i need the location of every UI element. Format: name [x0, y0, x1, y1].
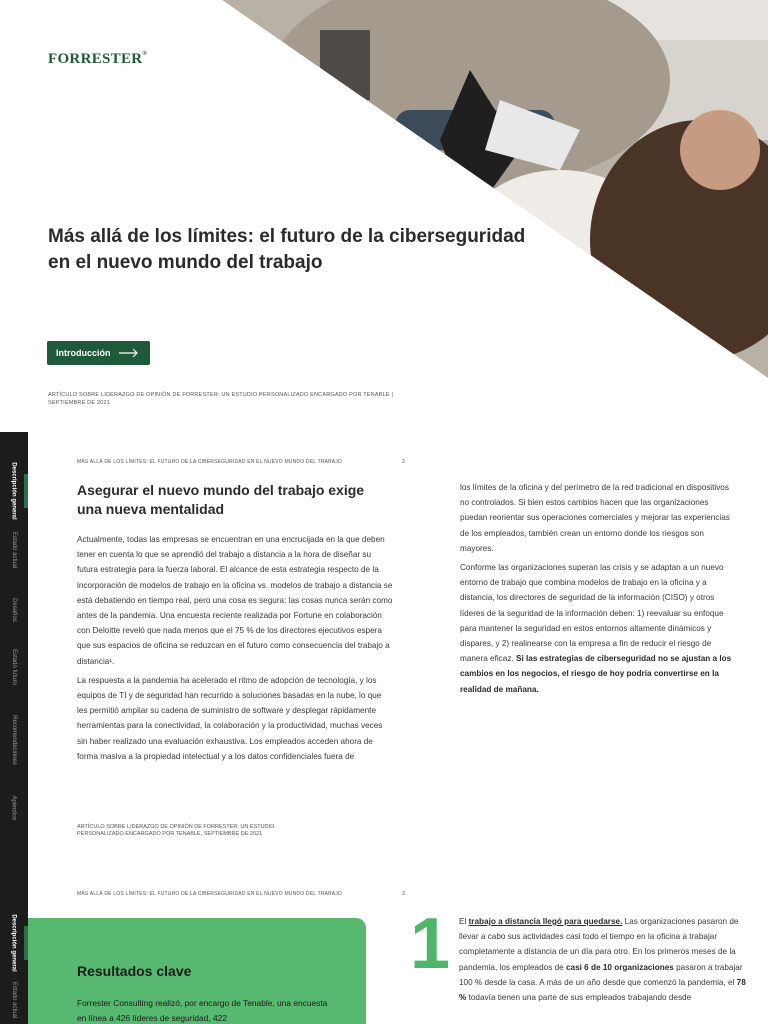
intro-button-label: Introducción: [56, 348, 111, 358]
sidebar-item-label: Descripción general: [11, 462, 18, 520]
finding-text: [459, 914, 749, 1005]
sidebar-item-label: Descripción general: [11, 914, 18, 972]
sidebar-nav: [0, 432, 28, 1024]
page2-heading: Asegurar el nuevo mundo del trabajo exige una nueva mentalidad: [77, 482, 365, 517]
sidebar-item-estado-actual[interactable]: [0, 532, 28, 568]
page2-left-column: [77, 532, 393, 768]
sidebar-item-estado-futuro[interactable]: [0, 647, 28, 687]
paragraph: los límites de la oficina y del perímetro de la red tradicional en dispositivos no controlados. Si bien estos cambios hacen que las organizaciones puedan reorientar sus operaciones comerciales y mejorar las experiencias de los empleados, también crean un entorno donde los riesgos son mayores.: [460, 483, 730, 553]
sidebar-item-recomendaciones[interactable]: [0, 710, 28, 770]
page2-number: 2: [402, 459, 405, 465]
sidebar-active-marker: [24, 474, 28, 508]
logo-text: FORRESTER: [48, 51, 143, 67]
finding-emphasis: casi 6 de 10 organizaciones: [565, 962, 674, 972]
finding-text-part: todavía tienen una parte de sus empleados trabajando desde: [468, 993, 692, 1003]
key-results-text: Forrester Consulting realizó, por encargo de Tenable, una encuesta en línea a 426 líderes de seguridad, 422: [77, 998, 328, 1023]
page2-footer: ARTÍCULO SOBRE LIDERAZGO DE OPINIÓN DE FORRESTER: UN ESTUDIO PERSONALIZADO ENCARGADO POR TENABLE, SEPTIEMBRE DE 2021: [77, 824, 275, 837]
logo-registered-mark: ®: [142, 51, 148, 57]
finding-emphasis: 78 %: [459, 977, 746, 1003]
intro-button[interactable]: [47, 341, 150, 365]
sidebar-item-label: Estado actual: [11, 531, 18, 569]
key-results-title: Resultados clave: [77, 963, 192, 979]
sidebar-item-desafios[interactable]: [0, 592, 28, 628]
finding-link[interactable]: trabajo a distancia llegó para quedarse.: [468, 917, 623, 926]
sidebar-item-estado-actual-p3[interactable]: [0, 982, 28, 1018]
sidebar-item-label: Estado actual: [11, 981, 18, 1019]
paragraph: La respuesta a la pandemia ha acelerado el ritmo de adopción de tecnología, y los equipos de TI y de seguridad han recurrido a soluciones basadas en la nube, lo que les permitió ampliar su cadena de suministro de software y desplegar rápidamente herramientas para la conectividad, la colaboración y la productividad, muchas veces sin haber realizado una evaluación exhaustiva. Los empleados acceden ahora de forma masiva a la propiedad intelectual y a los datos confidenciales fuera de: [77, 675, 383, 761]
cover-footer: ARTÍCULO SOBRE LIDERAZGO DE OPINIÓN DE FORRESTER: UN ESTUDIO PERSONALIZADO ENCARGADO POR TENABLE | SEPTIEMBRE DE 2021: [48, 392, 394, 406]
paragraph: [460, 560, 735, 697]
page2-running-head: MÁS ALLÁ DE LOS LÍMITES: EL FUTURO DE LA CIBERSEGURIDAD EN EL NUEVO MUNDO DEL TRABAJO: [77, 459, 343, 465]
finding-text-part: Las organizaciones pasaron de llevar a cabo sus actividades casi todo el tiempo en la oficina a trabajar completamente a distancia de un día para otro. En los primeros meses de la pandemia, los empleados de: [459, 917, 739, 972]
sidebar-item-label: Estado futuro: [11, 649, 18, 685]
sidebar-item-label: Apéndice: [11, 795, 17, 821]
sidebar-item-apendice[interactable]: [0, 790, 28, 826]
finding-text-part: pasaron a trabajar 100 % desde la casa. A más de un año desde que comenzó la pandemia, el: [459, 962, 743, 987]
sidebar-item-label: Recomendaciones: [11, 715, 18, 765]
arrow-right-icon: [119, 348, 139, 358]
cover-page: [0, 0, 768, 432]
sidebar-item-label: Desafíos: [11, 598, 17, 622]
paragraph-text: Conforme las organizaciones superan las crisis y se adaptan a un nuevo entorno de trabajo que combina modelos de trabajo en la oficina y a distancia, los directores de seguridad de la información (CISO) y otros líderes de la seguridad de la información deben: 1) reevaluar su enfoque para mantener la seguridad en estos entornos altamente dinámicos y dispares, y 2) realinearse con la empresa a fin de reducir el riesgo de manera eficaz.: [460, 563, 724, 664]
finding-number: 1: [410, 904, 451, 984]
page2-right-column: [460, 480, 735, 701]
finding-text-part: El: [459, 917, 467, 926]
paragraph-emphasis: Si las estrategias de ciberseguridad no se ajustan a los cambios en los negocios, el riesgo de hoy podría convertirse en la realidad de mañana.: [460, 654, 732, 694]
paragraph: Actualmente, todas las empresas se encuentran en una encrucijada en la que deben tener en cuenta lo que se aprendió del trabajo a distancia a la hora de diseñar su futura estrategia para la fuerza laboral. El alcance de esta estrategia respecto de la incorporación de modelos de trabajo en la oficina vs. modelos de trabajo a distancia se está debatiendo en tiempo real, pero una cosa es segura: las cosas nunca serán como antes de la pandemia. Una encuesta reciente realizada por Fortune en colaboración con Deloitte reveló que nada menos que el 75 % de los directores ejecutivos espera que sus espacios de oficina se reduzcan en el futuro como consecuencia del trabajo a distancia¹.: [77, 535, 393, 666]
page3-number: 3: [402, 891, 405, 897]
cover-title: Más allá de los límites: el futuro de la ciberseguridad en el nuevo mundo del trabajo: [48, 226, 526, 273]
page3-running-head: MÁS ALLÁ DE LOS LÍMITES: EL FUTURO DE LA CIBERSEGURIDAD EN EL NUEVO MUNDO DEL TRABAJO: [77, 891, 343, 897]
forrester-logo: [48, 51, 147, 68]
